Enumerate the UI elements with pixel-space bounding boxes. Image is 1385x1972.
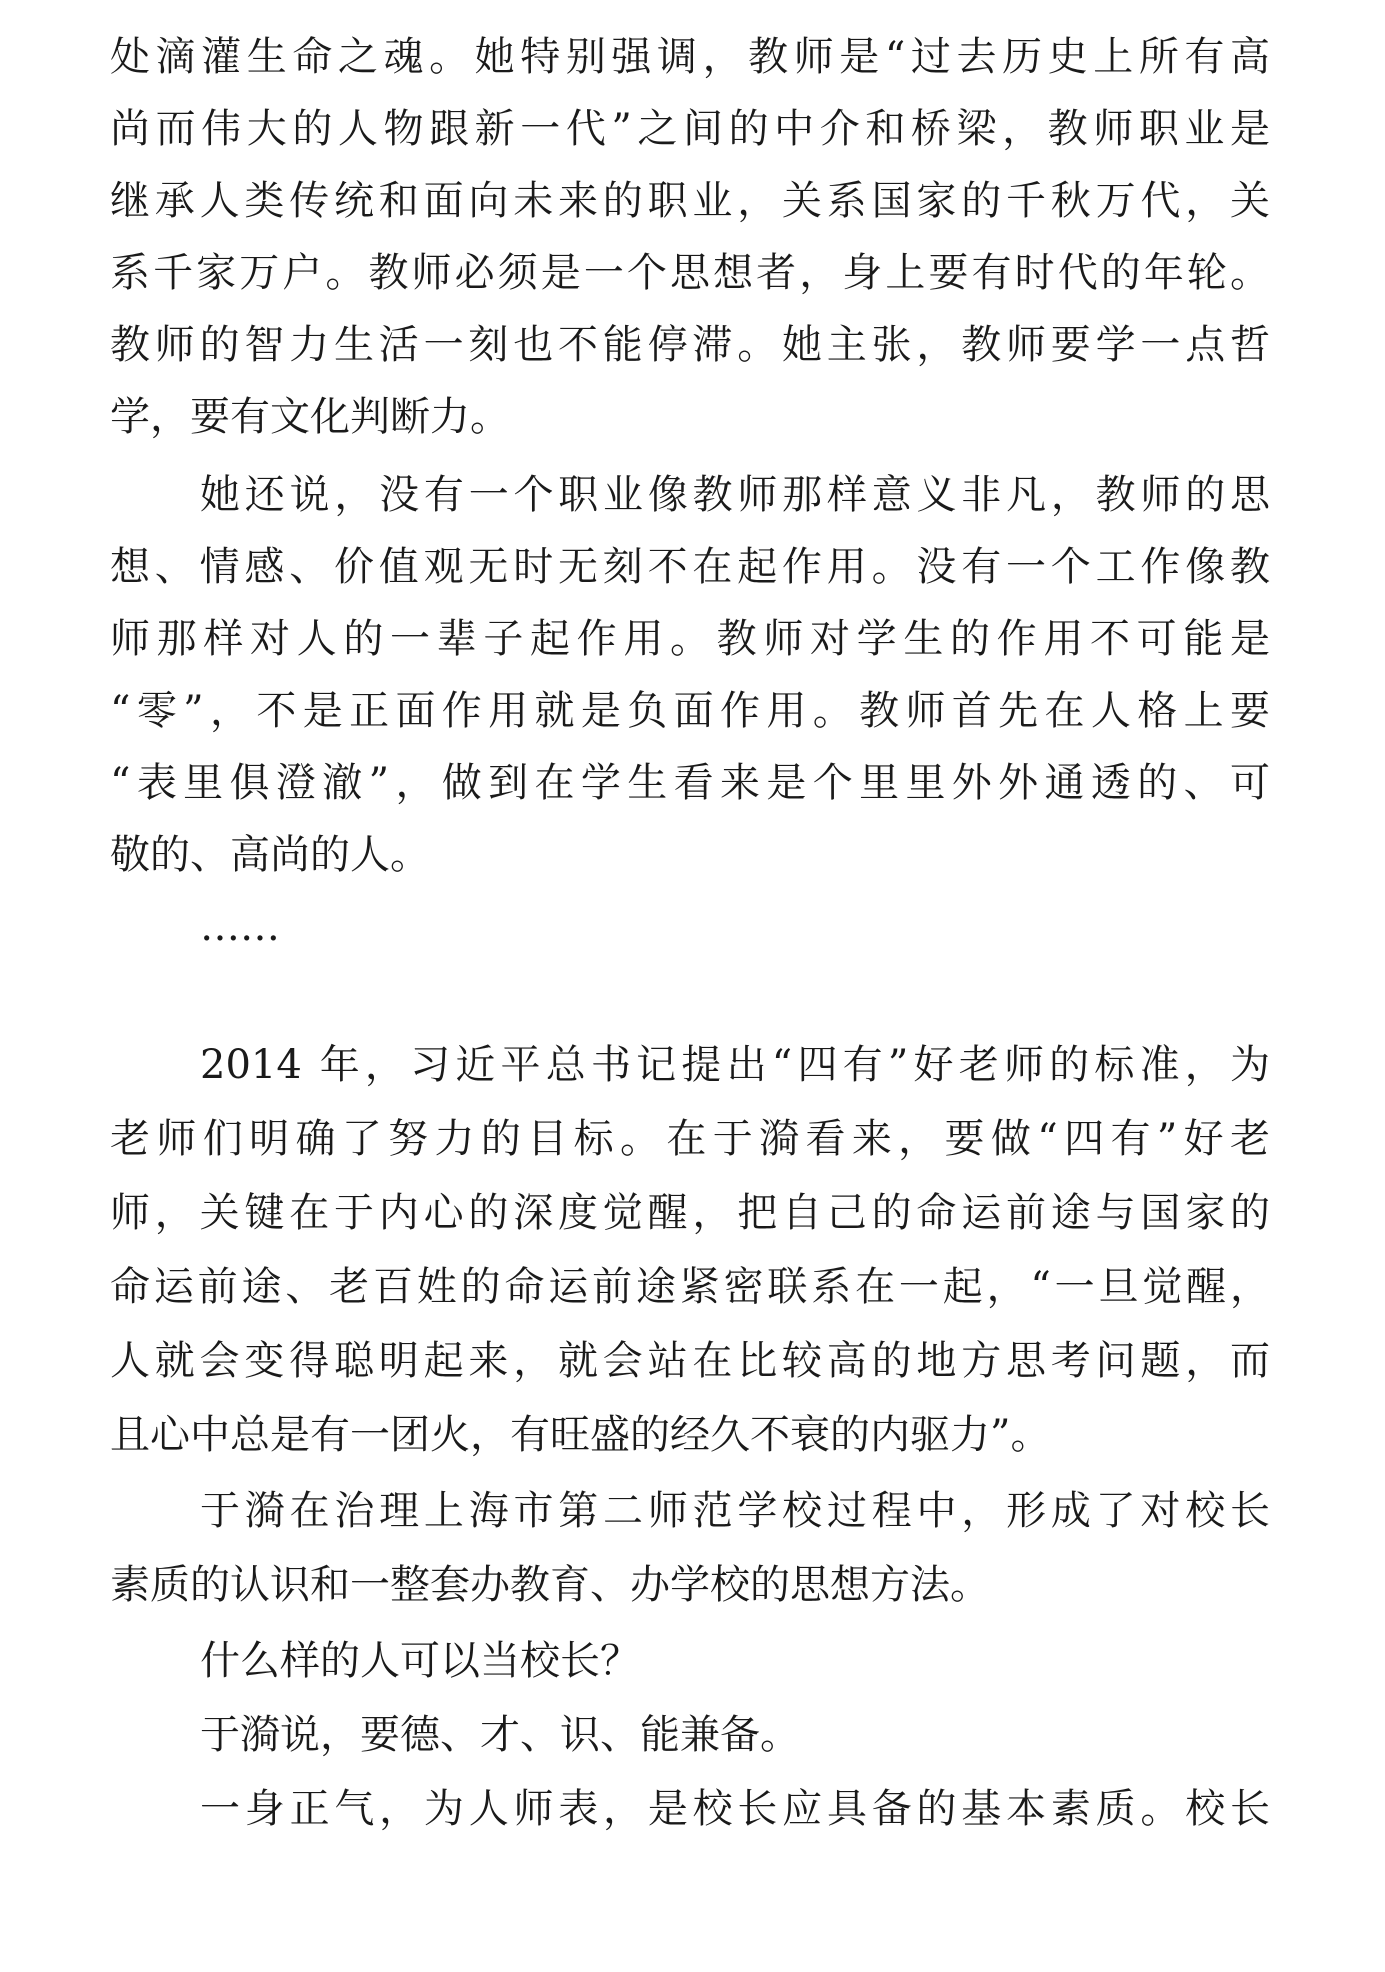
text-line: 一身正气，为人师表，是校长应具备的基本素质。校长 (200, 1786, 1270, 1832)
text-line: 师那样对人的一辈子起作用。教师对学生的作用不可能是 (110, 616, 1270, 662)
text-line: 教师的智力生活一刻也不能停滞。她主张，教师要学一点哲 (110, 322, 1270, 368)
ellipsis-line: …… (200, 904, 280, 950)
text-line: 学，要有文化判断力。 (110, 394, 510, 440)
text-line: “表里俱澄澈”，做到在学生看来是个里里外外通透的、可 (110, 760, 1270, 806)
text-line: 敬的、高尚的人。 (110, 832, 430, 878)
text-line: 人就会变得聪明起来，就会站在比较高的地方思考问题，而 (110, 1338, 1270, 1384)
text-line: 素质的认识和一整套办教育、办学校的思想方法。 (110, 1562, 990, 1608)
text-line: 命运前途、老百姓的命运前途紧密联系在一起，“一旦觉醒， (110, 1264, 1270, 1310)
text-line: 且心中总是有一团火，有旺盛的经久不衰的内驱力”。 (110, 1412, 1051, 1458)
text-line: 2014 年，习近平总书记提出“四有”好老师的标准，为 (200, 1042, 1270, 1088)
text-line: 尚而伟大的人物跟新一代”之间的中介和桥梁，教师职业是 (110, 106, 1270, 152)
text-line: 于漪说，要德、才、识、能兼备。 (200, 1712, 800, 1758)
text-line: 她还说，没有一个职业像教师那样意义非凡，教师的思 (200, 472, 1270, 518)
text-line: “零”，不是正面作用就是负面作用。教师首先在人格上要 (110, 688, 1270, 734)
text-line: 想、情感、价值观无时无刻不在起作用。没有一个工作像教 (110, 544, 1270, 590)
text-line: 什么样的人可以当校长？ (200, 1638, 640, 1684)
text-line: 系千家万户。教师必须是一个思想者，身上要有时代的年轮。 (110, 250, 1270, 296)
text-line: 继承人类传统和面向未来的职业，关系国家的千秋万代，关 (110, 178, 1270, 224)
text-line: 于漪在治理上海市第二师范学校过程中，形成了对校长 (200, 1488, 1270, 1534)
text-line: 老师们明确了努力的目标。在于漪看来，要做“四有”好老 (110, 1116, 1270, 1162)
text-line: 师，关键在于内心的深度觉醒，把自己的命运前途与国家的 (110, 1190, 1270, 1236)
text-line: 处滴灌生命之魂。她特别强调，教师是“过去历史上所有高 (110, 34, 1270, 80)
